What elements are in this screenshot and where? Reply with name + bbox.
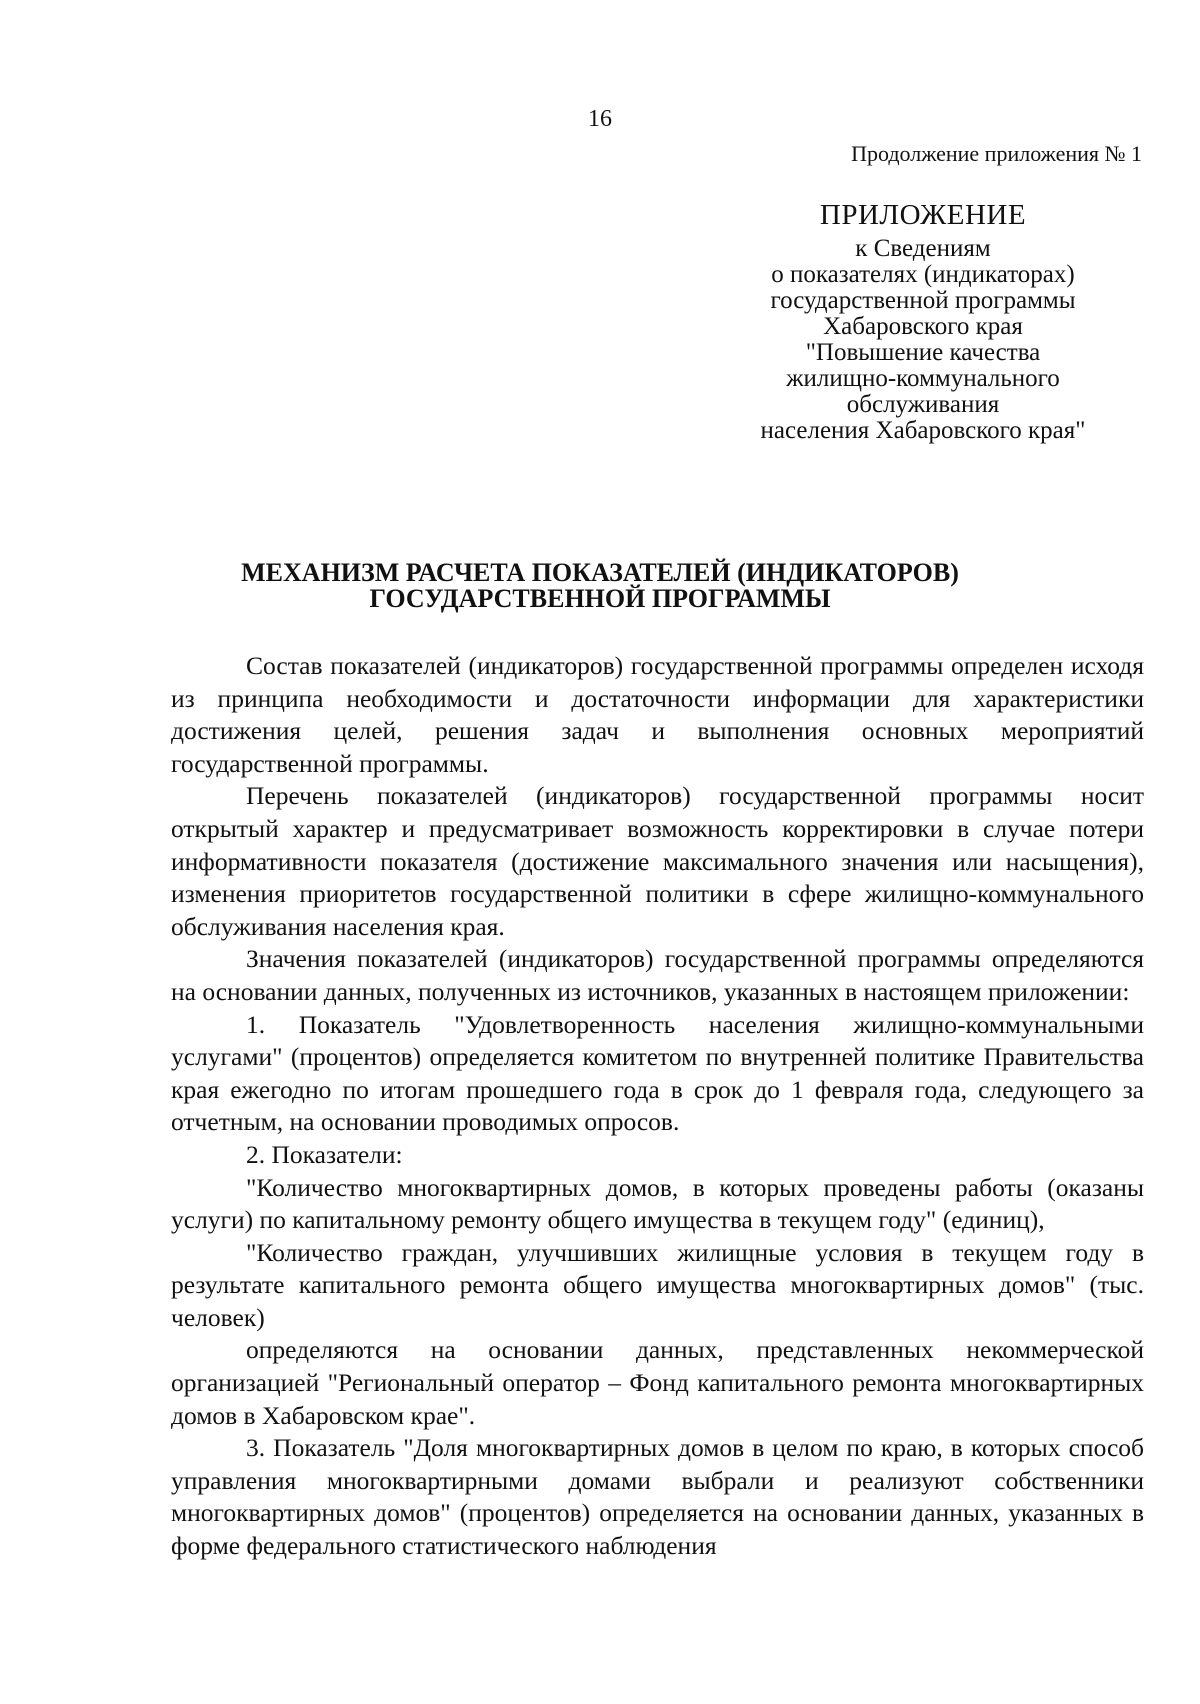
appendix-line: населения Хабаровского края" <box>760 417 1086 444</box>
heading-line-1: МЕХАНИЗМ РАСЧЕТА ПОКАЗАТЕЛЕЙ (ИНДИКАТОРОВ) <box>241 558 959 587</box>
appendix-line: "Повышение качества <box>805 339 1041 366</box>
paragraph-indicator-2b: "Количество граждан, улучшивших жилищные условия в текущем году в результате капитального ремонта общего имущества многоквартирных домов" (тыс. человек) <box>171 1237 1144 1332</box>
paragraph-indicators-2-label: 2. Показатели: <box>246 1139 403 1169</box>
paragraph-indicator-1: 1. Показатель "Удовлетворенность населения жилищно-коммунальными услугами" (процентов) определяется комитетом по внутренней политике Правительства края ежегодно по итогам прошедшего года в срок до 1 февраля года, следующего за отчетным, на основании проводимых опросов. <box>171 1009 1144 1137</box>
appendix-line: о показателях (индикаторах) <box>771 261 1075 288</box>
appendix-title: ПРИЛОЖЕНИЕ <box>819 199 1027 231</box>
paragraph-indicator-3: 3. Показатель "Доля многоквартирных домов в целом по краю, в которых способ управления многоквартирными домами выбрали и реализуют собственники многоквартирных домов" (процентов) определяется на основании данных, указанных в форме федерального статистического наблюдения <box>171 1433 1144 1561</box>
page-number: 16 <box>588 106 612 132</box>
paragraph-list-open: Перечень показателей (индикаторов) государственной программы носит открытый характер и предусматривает возможность корректировки в случае потери информативности показателя (достижение максимального значения или насыщения), изменения приоритетов государственной политики в сфере жилищно-коммунального обслуживания населения края. <box>171 781 1144 941</box>
document-body <box>171 650 1144 1563</box>
paragraph-values-sources: Значения показателей (индикаторов) государственной программы определяются на основании данных, полученных из источников, указанных в настоящем приложении: <box>171 944 1144 1006</box>
paragraph-indicator-2a: "Количество многоквартирных домов, в которых проведены работы (оказаны услуги) по капитальному ремонту общего имущества в текущем году" (единиц), <box>171 1172 1144 1235</box>
appendix-line: государственной программы <box>770 287 1076 314</box>
appendix-line: к Сведениям <box>855 235 991 262</box>
heading-line-2: ГОСУДАРСТВЕННОЙ ПРОГРАММЫ <box>369 584 831 613</box>
appendix-line: Хабаровского края <box>823 313 1023 340</box>
continuation-note: Продолжение приложения № 1 <box>851 141 1142 166</box>
appendix-line: жилищно-коммунального <box>786 365 1060 392</box>
document-heading <box>0 560 1200 612</box>
paragraph-composition: Состав показателей (индикаторов) государственной программы определен исходя из принципа необходимости и достаточности информации для характеристики достижения целей, решения задач и выполнения основных мероприятий государственной программы. <box>171 651 1144 778</box>
appendix-block <box>688 196 1158 444</box>
paragraph-indicator-2-source: определяются на основании данных, представленных некоммерческой организацией "Региональный оператор – Фонд капитального ремонта многоквартирных домов в Хабаровском крае". <box>171 1335 1144 1430</box>
appendix-line: обслуживания <box>846 391 1000 418</box>
